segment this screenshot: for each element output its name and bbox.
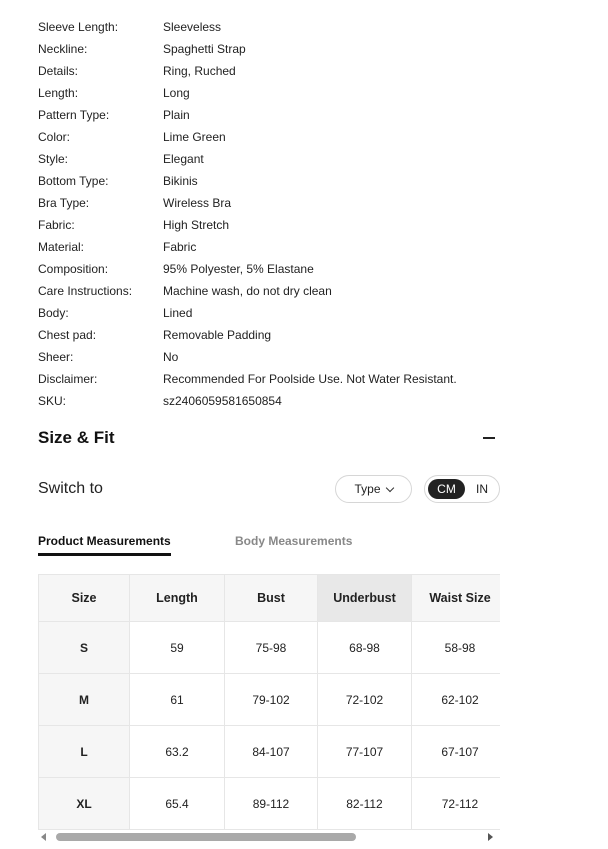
minus-icon[interactable] (482, 431, 496, 445)
attribute-row (38, 368, 508, 390)
measurement-cell: 84-107 (225, 726, 318, 778)
attribute-row (38, 148, 508, 170)
attribute-value: Machine wash, do not dry clean (163, 284, 332, 298)
attribute-row (38, 104, 508, 126)
attribute-row (38, 192, 508, 214)
attribute-value: Recommended For Poolside Use. Not Water Resistant. (163, 372, 457, 386)
measurement-cell: 82-112 (318, 778, 412, 830)
size-cell: M (39, 674, 130, 726)
measurement-table (38, 574, 500, 830)
type-dropdown-label: Type (354, 482, 381, 496)
measurement-cell: 79-102 (225, 674, 318, 726)
type-dropdown[interactable] (335, 475, 412, 503)
horizontal-scrollbar[interactable] (38, 830, 500, 844)
measurement-cell: 72-112 (412, 778, 501, 830)
size-cell: S (39, 622, 130, 674)
unit-in-option[interactable]: IN (476, 482, 488, 496)
column-header-size: Size (39, 575, 130, 622)
attribute-value: Elegant (163, 152, 204, 166)
attribute-value: Plain (163, 108, 190, 122)
column-header-waist-size: Waist Size (412, 575, 501, 622)
size-cell: L (39, 726, 130, 778)
attribute-key: Care Instructions: (38, 284, 133, 298)
table-header-row (39, 575, 501, 622)
size-fit-header[interactable] (38, 426, 496, 450)
chevron-down-icon (385, 483, 393, 491)
attribute-key: Chest pad: (38, 328, 97, 342)
unit-toggle[interactable] (424, 475, 500, 503)
attribute-key: Length: (38, 86, 79, 100)
attribute-row (38, 60, 508, 82)
attribute-row (38, 324, 508, 346)
attribute-row (38, 126, 508, 148)
tab-body-measurements[interactable]: Body Measurements (235, 534, 353, 548)
table-row (39, 674, 501, 726)
measurement-cell: 67-107 (412, 726, 501, 778)
attribute-row (38, 258, 508, 280)
scrollbar-thumb[interactable] (56, 833, 356, 841)
table-row (39, 726, 501, 778)
attribute-key: Bra Type: (38, 196, 90, 210)
scroll-right-arrow-icon[interactable] (488, 833, 493, 841)
unit-switch-row (38, 474, 500, 504)
attribute-key: Material: (38, 240, 85, 254)
tab-product-measurements[interactable]: Product Measurements (38, 534, 171, 556)
attribute-key: Details: (38, 64, 79, 78)
attribute-value: Fabric (163, 240, 197, 254)
column-header-bust: Bust (225, 575, 318, 622)
attribute-value: High Stretch (163, 218, 230, 232)
measurement-cell: 59 (130, 622, 225, 674)
attribute-key: Disclaimer: (38, 372, 98, 386)
attribute-key: SKU: (38, 394, 67, 408)
attribute-row (38, 214, 508, 236)
attribute-value: Wireless Bra (163, 196, 232, 210)
attribute-row (38, 82, 508, 104)
measurement-cell: 75-98 (225, 622, 318, 674)
attribute-value: Ring, Ruched (163, 64, 236, 78)
attribute-key: Neckline: (38, 42, 88, 56)
attribute-row (38, 280, 508, 302)
attribute-value: sz2406059581650854 (163, 394, 282, 408)
attribute-row (38, 170, 508, 192)
attribute-row (38, 390, 508, 412)
attribute-value: Lined (163, 306, 193, 320)
switch-to-label: Switch to (38, 480, 103, 497)
attribute-key: Sheer: (38, 350, 74, 364)
attribute-value: Removable Padding (163, 328, 272, 342)
attribute-value: Sleeveless (163, 20, 222, 34)
attribute-value: 95% Polyester, 5% Elastane (163, 262, 314, 276)
attribute-row (38, 236, 508, 258)
unit-cm-option[interactable]: CM (428, 479, 465, 499)
measurement-cell: 58-98 (412, 622, 501, 674)
measurement-cell: 61 (130, 674, 225, 726)
measurement-cell: 63.2 (130, 726, 225, 778)
attribute-key: Pattern Type: (38, 108, 110, 122)
attribute-row (38, 38, 508, 60)
column-header-underbust: Underbust (318, 575, 412, 622)
measurement-cell: 62-102 (412, 674, 501, 726)
attribute-value: Bikinis (163, 174, 198, 188)
product-attributes (38, 16, 508, 412)
attribute-key: Sleeve Length: (38, 20, 119, 34)
attribute-key: Bottom Type: (38, 174, 109, 188)
size-cell: XL (39, 778, 130, 830)
attribute-value: Spaghetti Strap (163, 42, 246, 56)
measurement-cell: 89-112 (225, 778, 318, 830)
attribute-key: Style: (38, 152, 69, 166)
table-row (39, 622, 501, 674)
attribute-row (38, 346, 508, 368)
size-fit-title: Size & Fit (38, 428, 115, 447)
attribute-value: Lime Green (163, 130, 226, 144)
attribute-value: Long (163, 86, 190, 100)
attribute-key: Body: (38, 306, 69, 320)
attribute-row (38, 302, 508, 324)
attribute-key: Fabric: (38, 218, 75, 232)
attribute-key: Composition: (38, 262, 109, 276)
measurement-cell: 77-107 (318, 726, 412, 778)
column-header-length: Length (130, 575, 225, 622)
measurement-tabs (38, 534, 500, 558)
attribute-key: Color: (38, 130, 71, 144)
measurement-cell: 68-98 (318, 622, 412, 674)
table-row (39, 778, 501, 830)
measurement-table-container (38, 574, 500, 830)
attribute-value: No (163, 350, 179, 364)
scroll-left-arrow-icon[interactable] (41, 833, 46, 841)
measurement-cell: 65.4 (130, 778, 225, 830)
measurement-cell: 72-102 (318, 674, 412, 726)
attribute-row (38, 16, 508, 38)
